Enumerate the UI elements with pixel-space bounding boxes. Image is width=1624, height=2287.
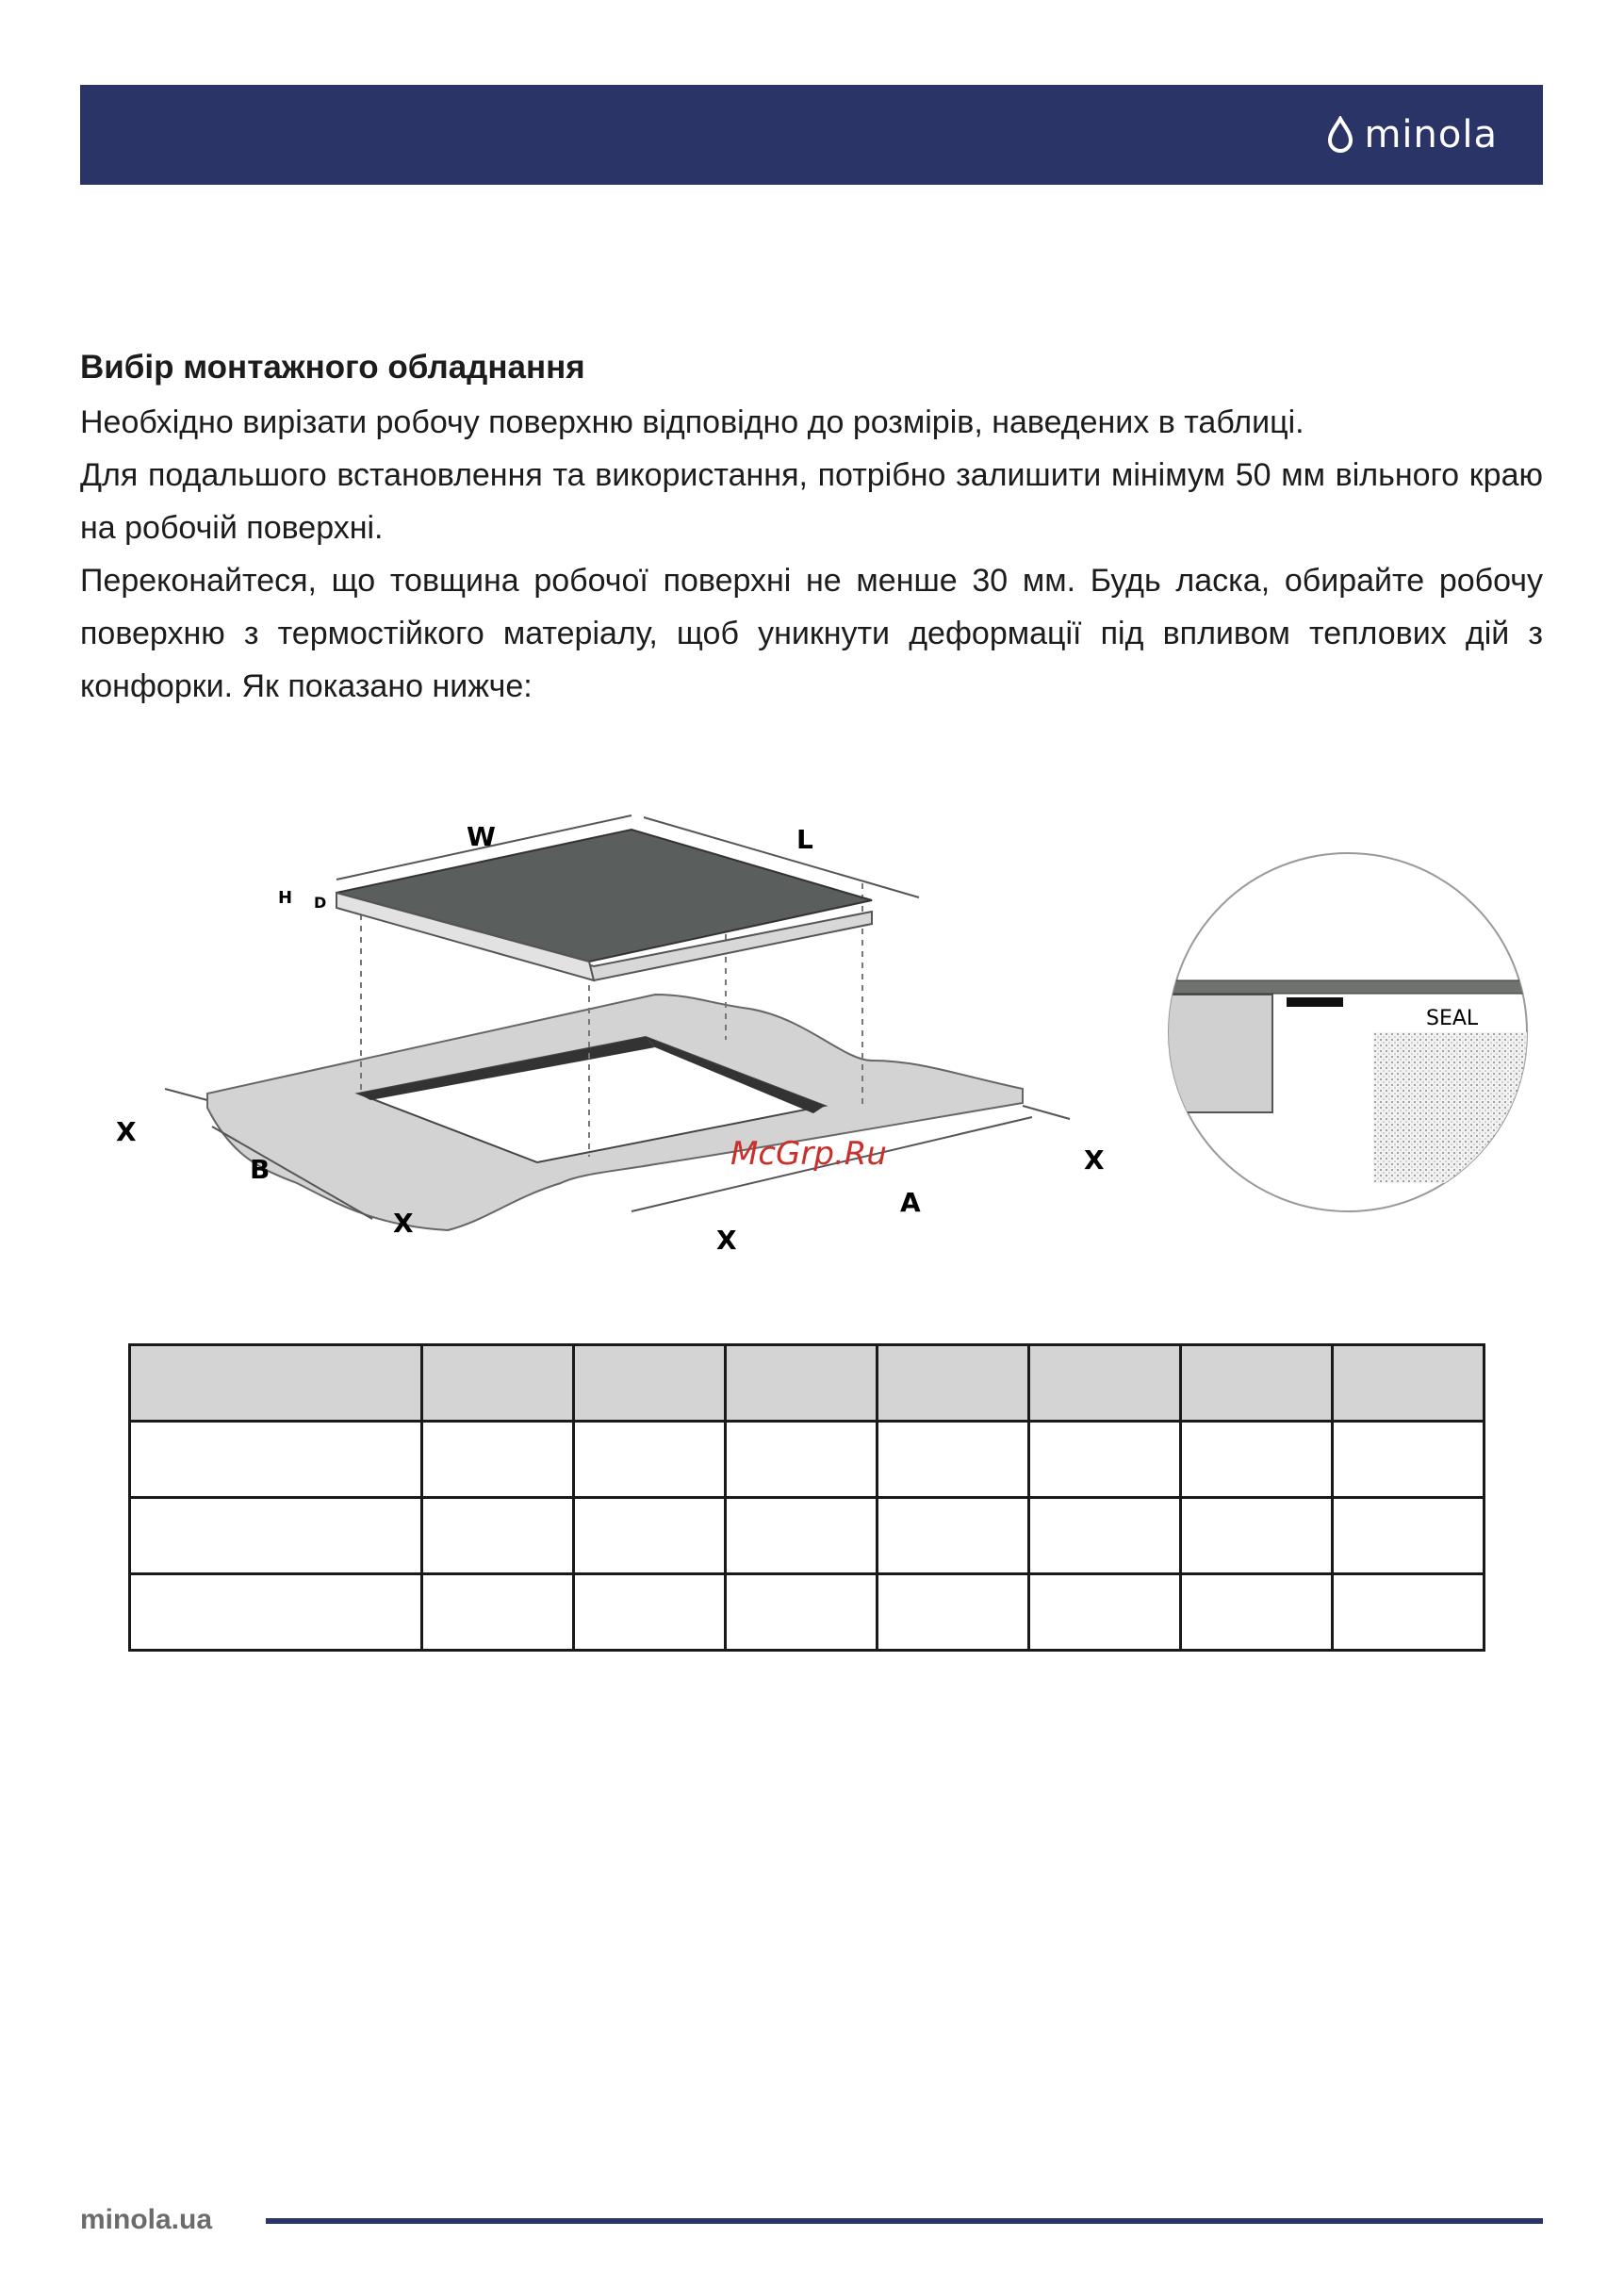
label-l: L <box>796 824 813 855</box>
dimensions-table <box>128 1343 1485 1652</box>
header-cell <box>878 1345 1029 1422</box>
table-cell <box>1333 1422 1485 1498</box>
label-b: B <box>250 1154 271 1185</box>
table-cell <box>878 1574 1029 1651</box>
table-cell <box>1029 1422 1181 1498</box>
label-a: A <box>900 1187 921 1218</box>
label-seal: SEAL <box>1426 1007 1479 1030</box>
header-bar <box>80 85 1543 185</box>
table-cell <box>878 1422 1029 1498</box>
table-cell <box>574 1498 726 1574</box>
table-cell <box>574 1422 726 1498</box>
table-row <box>130 1422 1485 1498</box>
table-cell <box>422 1498 574 1574</box>
header-cell <box>1029 1345 1181 1422</box>
header-cell <box>130 1345 422 1422</box>
seal-detail <box>1164 853 1555 1211</box>
table-cell <box>422 1422 574 1498</box>
label-x-bottom-right: X <box>716 1225 737 1256</box>
logo-text: minola <box>1364 113 1498 156</box>
table-cell <box>1333 1574 1485 1651</box>
paragraph-3: Переконайтеся, що товщина робочої поверхні не менше 30 мм. Будь ласка, обирайте робочу поверхню з термостійкого матеріалу, щоб уникнути деформації під впливом теплових дій з конфорки. Як показано нижче: <box>80 563 1543 705</box>
table-cell <box>1181 1574 1333 1651</box>
header-cell <box>1333 1345 1485 1422</box>
dimensions-table-wrap <box>128 1343 1485 1652</box>
table-cell <box>1181 1498 1333 1574</box>
hob-glass <box>336 830 872 962</box>
paragraph-1: Необхідно вирізати робочу поверхню відповідно до розмірів, наведених в таблиці. <box>80 404 1304 441</box>
header-cell <box>422 1345 574 1422</box>
table-cell <box>1029 1498 1181 1574</box>
table-row <box>130 1574 1485 1651</box>
table-cell <box>1181 1422 1333 1498</box>
table-header-row <box>130 1345 1485 1422</box>
header-cell <box>726 1345 878 1422</box>
table-cell <box>1029 1574 1181 1651</box>
table-cell <box>130 1498 422 1574</box>
table-cell <box>422 1574 574 1651</box>
brand-logo <box>1326 111 1498 158</box>
table-cell <box>726 1498 878 1574</box>
label-d: D <box>314 894 327 912</box>
diagram-svg <box>90 806 1555 1259</box>
paragraph-2: Для подальшого встановлення та використання, потрібно залишити мінімум 50 мм вільного краю на робочій поверхні. <box>80 457 1543 547</box>
table-cell <box>726 1574 878 1651</box>
watermark: McGrp.Ru <box>730 1135 887 1173</box>
label-w: W <box>467 821 496 852</box>
label-h: H <box>278 888 293 908</box>
label-x-bottom-left: X <box>393 1208 414 1239</box>
table-cell <box>1333 1498 1485 1574</box>
header-cell <box>574 1345 726 1422</box>
table-row <box>130 1498 1485 1574</box>
table-cell <box>878 1498 1029 1574</box>
footer-divider <box>266 2218 1543 2224</box>
table-cell <box>574 1574 726 1651</box>
header-cell <box>1181 1345 1333 1422</box>
table-cell <box>130 1574 422 1651</box>
section-title: Вибір монтажного обладнання <box>80 349 585 386</box>
drop-icon <box>1326 116 1354 154</box>
table-cell <box>726 1422 878 1498</box>
installation-diagram <box>90 806 1555 1259</box>
content <box>80 349 1543 713</box>
table-cell <box>130 1422 422 1498</box>
label-x-right: X <box>1084 1144 1105 1176</box>
footer-site-link[interactable]: minola.ua <box>80 2204 213 2235</box>
label-x-left: X <box>116 1116 137 1147</box>
